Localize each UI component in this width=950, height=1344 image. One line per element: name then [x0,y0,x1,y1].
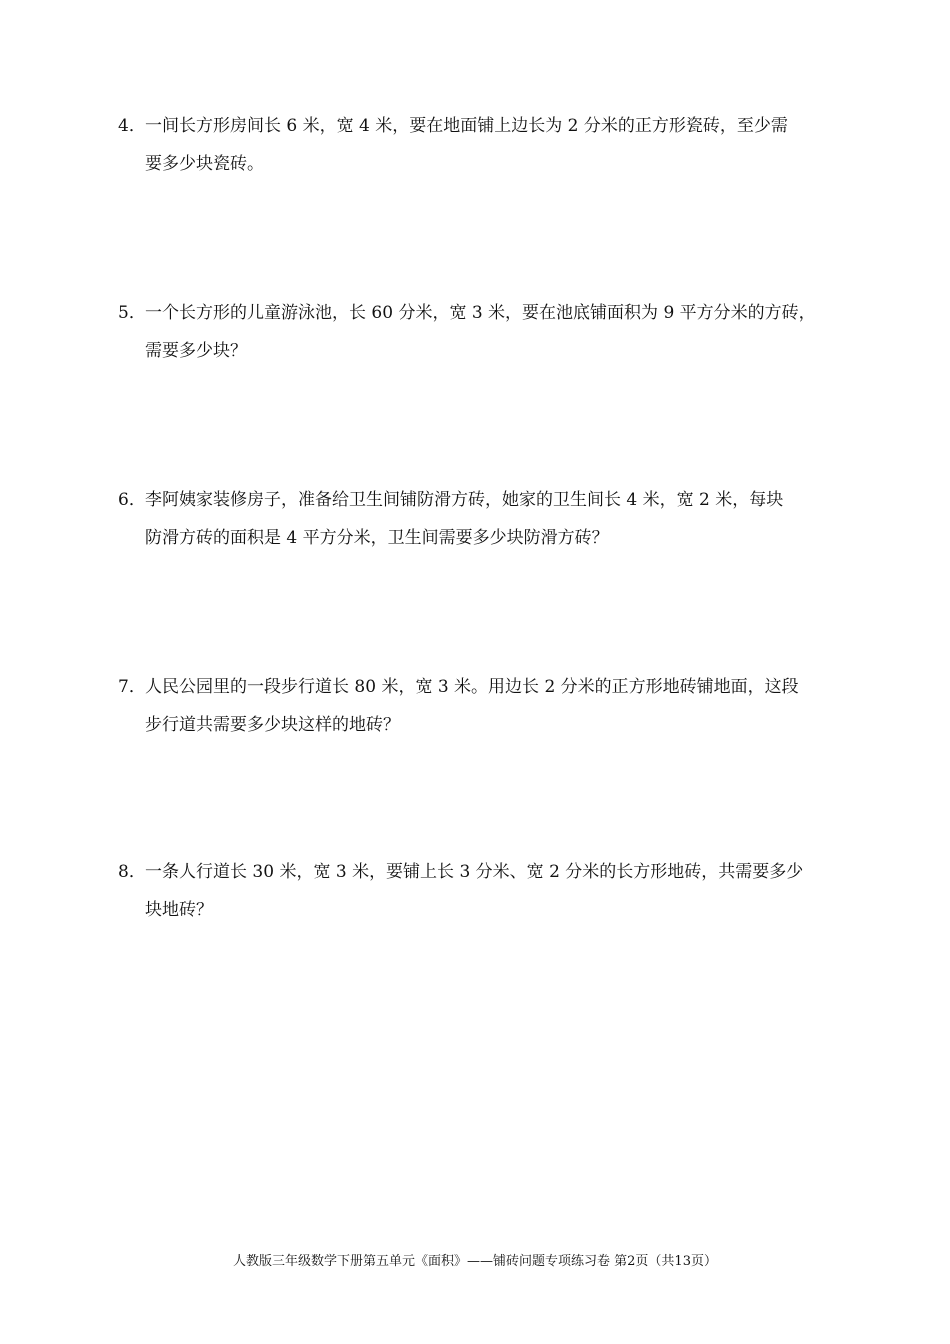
question-number: 8． [118,862,146,882]
question-6 [118,481,838,557]
question-line [118,853,838,891]
question-number: 7． [118,677,146,697]
page-footer: 人教版三年级数学下册第五单元《面积》——铺砖问题专项练习卷 第2页（共13页） [233,1254,717,1269]
question-7 [118,668,838,744]
question-text-continued: 步行道共需要多少块这样的地砖？ [145,715,400,735]
question-text-continued: 需要多少块？ [145,341,247,361]
question-line [118,668,838,706]
question-line [118,294,838,332]
question-line [118,107,838,145]
question-text-continued: 要多少块瓷砖。 [145,154,264,174]
question-line [118,481,838,519]
question-text-continued: 块地砖？ [145,900,213,920]
question-8 [118,853,838,929]
question-text: 李阿姨家装修房子，准备给卫生间铺防滑方砖，她家的卫生间长 4 米，宽 2 米，每块 [145,490,784,510]
question-number: 6． [118,490,146,510]
question-text: 人民公园里的一段步行道长 80 米，宽 3 米。用边长 2 分米的正方形地砖铺地面，这段 [145,677,799,697]
question-text: 一条人行道长 30 米，宽 3 米，要铺上长 3 分米、宽 2 分米的长方形地砖，共需要多少 [145,862,804,882]
question-text-continued: 防滑方砖的面积是 4 平方分米，卫生间需要多少块防滑方砖？ [145,528,609,548]
question-5 [118,294,838,370]
question-number: 5． [118,303,146,323]
question-text: 一间长方形房间长 6 米，宽 4 米，要在地面铺上边长为 2 分米的正方形瓷砖，至少需 [145,116,788,136]
question-4 [118,107,838,183]
question-number: 4． [118,116,146,136]
question-text: 一个长方形的儿童游泳池，长 60 分米，宽 3 米，要在池底铺面积为 9 平方分米的方砖， [145,303,816,323]
